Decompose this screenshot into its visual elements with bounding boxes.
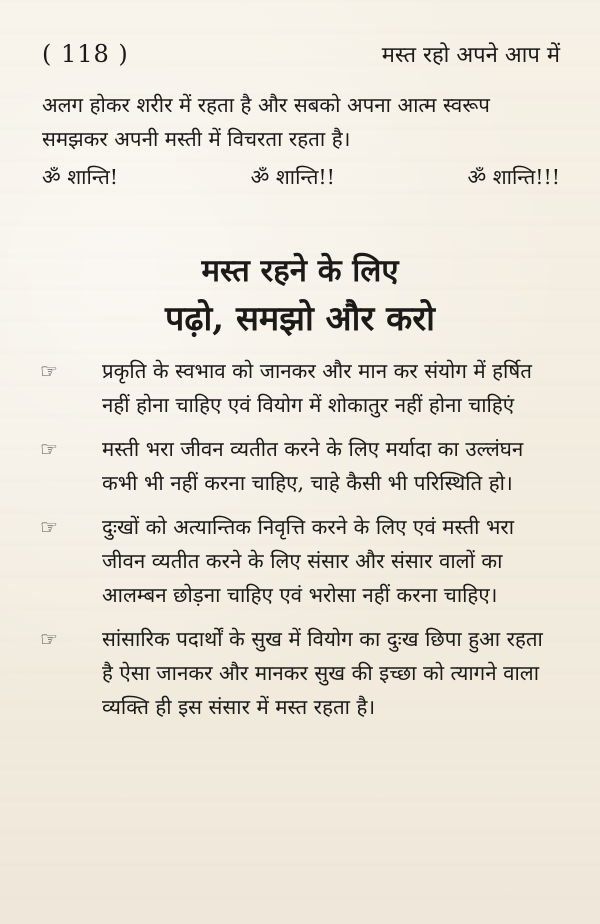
running-head: मस्त रहो अपने आप में <box>381 43 560 68</box>
pointing-hand-icon: ☞ <box>40 627 58 651</box>
shanti-line <box>42 160 560 194</box>
section-heading <box>0 248 600 344</box>
shanti-2: ॐ शान्ति!! <box>250 165 335 189</box>
list-item <box>40 354 560 422</box>
list-item-text: प्रकृति के स्वभाव को जानकर और मान कर संयोग में हर्षित नहीं होना चाहिए एवं वियोग में शोकातुर नहीं होना चाहिएं <box>102 359 532 417</box>
bullet-list <box>40 354 560 734</box>
list-item <box>40 432 560 500</box>
pointing-hand-icon: ☞ <box>40 359 58 383</box>
section-title-line-2: पढ़ो, समझो और करो <box>165 299 435 339</box>
page-header <box>42 38 560 70</box>
page-number: ( 118 ) <box>42 40 129 68</box>
shanti-1: ॐ शान्ति! <box>42 165 119 189</box>
list-item <box>40 510 560 612</box>
pointing-hand-icon: ☞ <box>40 515 58 539</box>
shanti-3: ॐ शान्ति!!! <box>467 165 560 189</box>
list-item-text: सांसारिक पदार्थों के सुख में वियोग का दुःख छिपा हुआ रहता है ऐसा जानकर और मानकर सुख की इच्छा को त्यागने वाला व्यक्ति ही इस संसार में मस्त रहता है। <box>102 627 543 719</box>
intro-paragraph <box>42 88 560 156</box>
list-item <box>40 622 560 724</box>
intro-text: अलग होकर शरीर में रहता है और सबको अपना आत्म स्वरूप समझकर अपनी मस्ती में विचरता रहता है। <box>42 93 490 151</box>
list-item-text: दुःखों को अत्यान्तिक निवृत्ति करने के लिए एवं मस्ती भरा जीवन व्यतीत करने के लिए संसार और संसार वालों का आलम्बन छोड़ना चाहिए एवं भरोसा नहीं करना चाहिए। <box>102 515 515 607</box>
pointing-hand-icon: ☞ <box>40 437 58 461</box>
section-title-line-1: मस्त रहने के लिए <box>201 253 399 289</box>
list-item-text: मस्ती भरा जीवन व्यतीत करने के लिए मर्यादा का उल्लंघन कभी भी नहीं करना चाहिए, चाहे कैसी भी परिस्थिति हो। <box>102 437 524 495</box>
